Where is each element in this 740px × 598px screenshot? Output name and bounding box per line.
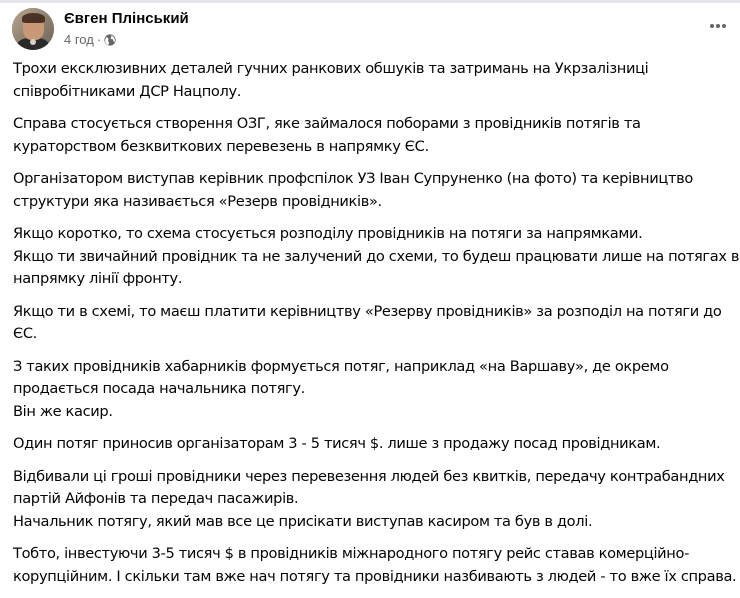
author-name[interactable]: Євген Плінський	[64, 9, 189, 27]
text-line: ЄС.	[13, 325, 37, 342]
text-line: Один потяг приносив організаторам 3 - 5 тисяч $. лише з продажу посад провідникам.	[13, 435, 661, 452]
post-paragraph	[13, 543, 737, 588]
text-line: Організатором виступав керівник профспілок УЗ Іван Супруненко (на фото) та керівництво	[13, 170, 693, 187]
text-line: Якщо коротко, то схема стосується розподілу провідників на потяги за напрямками.	[13, 225, 643, 242]
text-line: напрямку лінії фронту.	[13, 270, 183, 287]
header-text	[64, 11, 189, 48]
text-line: партій Айфонів та передач пасажирів.	[13, 490, 299, 507]
text-line: Справа стосується створення ОЗГ, яке займалося поборами з провідників потягів та	[13, 115, 641, 132]
meta-separator: ·	[96, 31, 102, 47]
text-line: Якщо ти в схемі, то маєш платити керівництву «Резерву провідників» за розподіл на потяги до	[13, 302, 722, 320]
author-avatar[interactable]	[12, 8, 54, 50]
text-line: кураторством безквиткових перевезень в напрямку ЄС.	[13, 137, 429, 155]
post-paragraph	[13, 433, 733, 456]
post-paragraph	[13, 466, 733, 534]
post-paragraph	[13, 301, 733, 346]
post-paragraph	[13, 223, 740, 291]
text-line: З таких провідників хабарників формується потяг, наприклад «на Варшаву», де окремо	[13, 357, 669, 375]
globe-icon[interactable]	[104, 34, 116, 46]
text-line: Якщо ти звичайний провідник та не залучений до схеми, то будеш працювати лише на потягах в	[13, 247, 740, 265]
text-line: Відбивали ці гроші провідники через перевезення людей без квитків, передачу контрабандних	[13, 467, 725, 485]
text-line: Тобто, інвестуючи 3-5 тисяч $ в провідників міжнародного потягу рейс ставав комерційно-	[13, 545, 689, 562]
top-divider	[0, 0, 740, 3]
more-options-button[interactable]	[700, 14, 736, 38]
post-paragraph	[13, 356, 733, 424]
post-body	[13, 58, 740, 598]
post-paragraph	[13, 58, 733, 103]
text-line: корупційним. І скільки там вже нач потягу та провідники назбивають з людей - то вже їх справа.	[13, 567, 737, 585]
more-options-icon	[710, 24, 726, 28]
text-line: продається посада начальника потягу.	[13, 380, 305, 397]
text-line: структури яка називається «Резерв провідників».	[13, 192, 382, 210]
post-paragraph	[13, 113, 733, 158]
text-line: Начальник потягу, який мав все це присікати виступав касиром та був в долі.	[13, 512, 593, 530]
text-line: Трохи ексклюзивних деталей гучних ранкових обшуків та затримань на Укрзалізниці	[13, 60, 649, 77]
text-line: співробітниками ДСР Нацполу.	[13, 82, 242, 100]
post-header	[12, 8, 189, 50]
post-timestamp[interactable]: 4 год	[64, 31, 94, 47]
post-meta	[64, 32, 189, 48]
post-paragraph	[13, 168, 733, 213]
text-line: Він же касир.	[13, 402, 113, 420]
